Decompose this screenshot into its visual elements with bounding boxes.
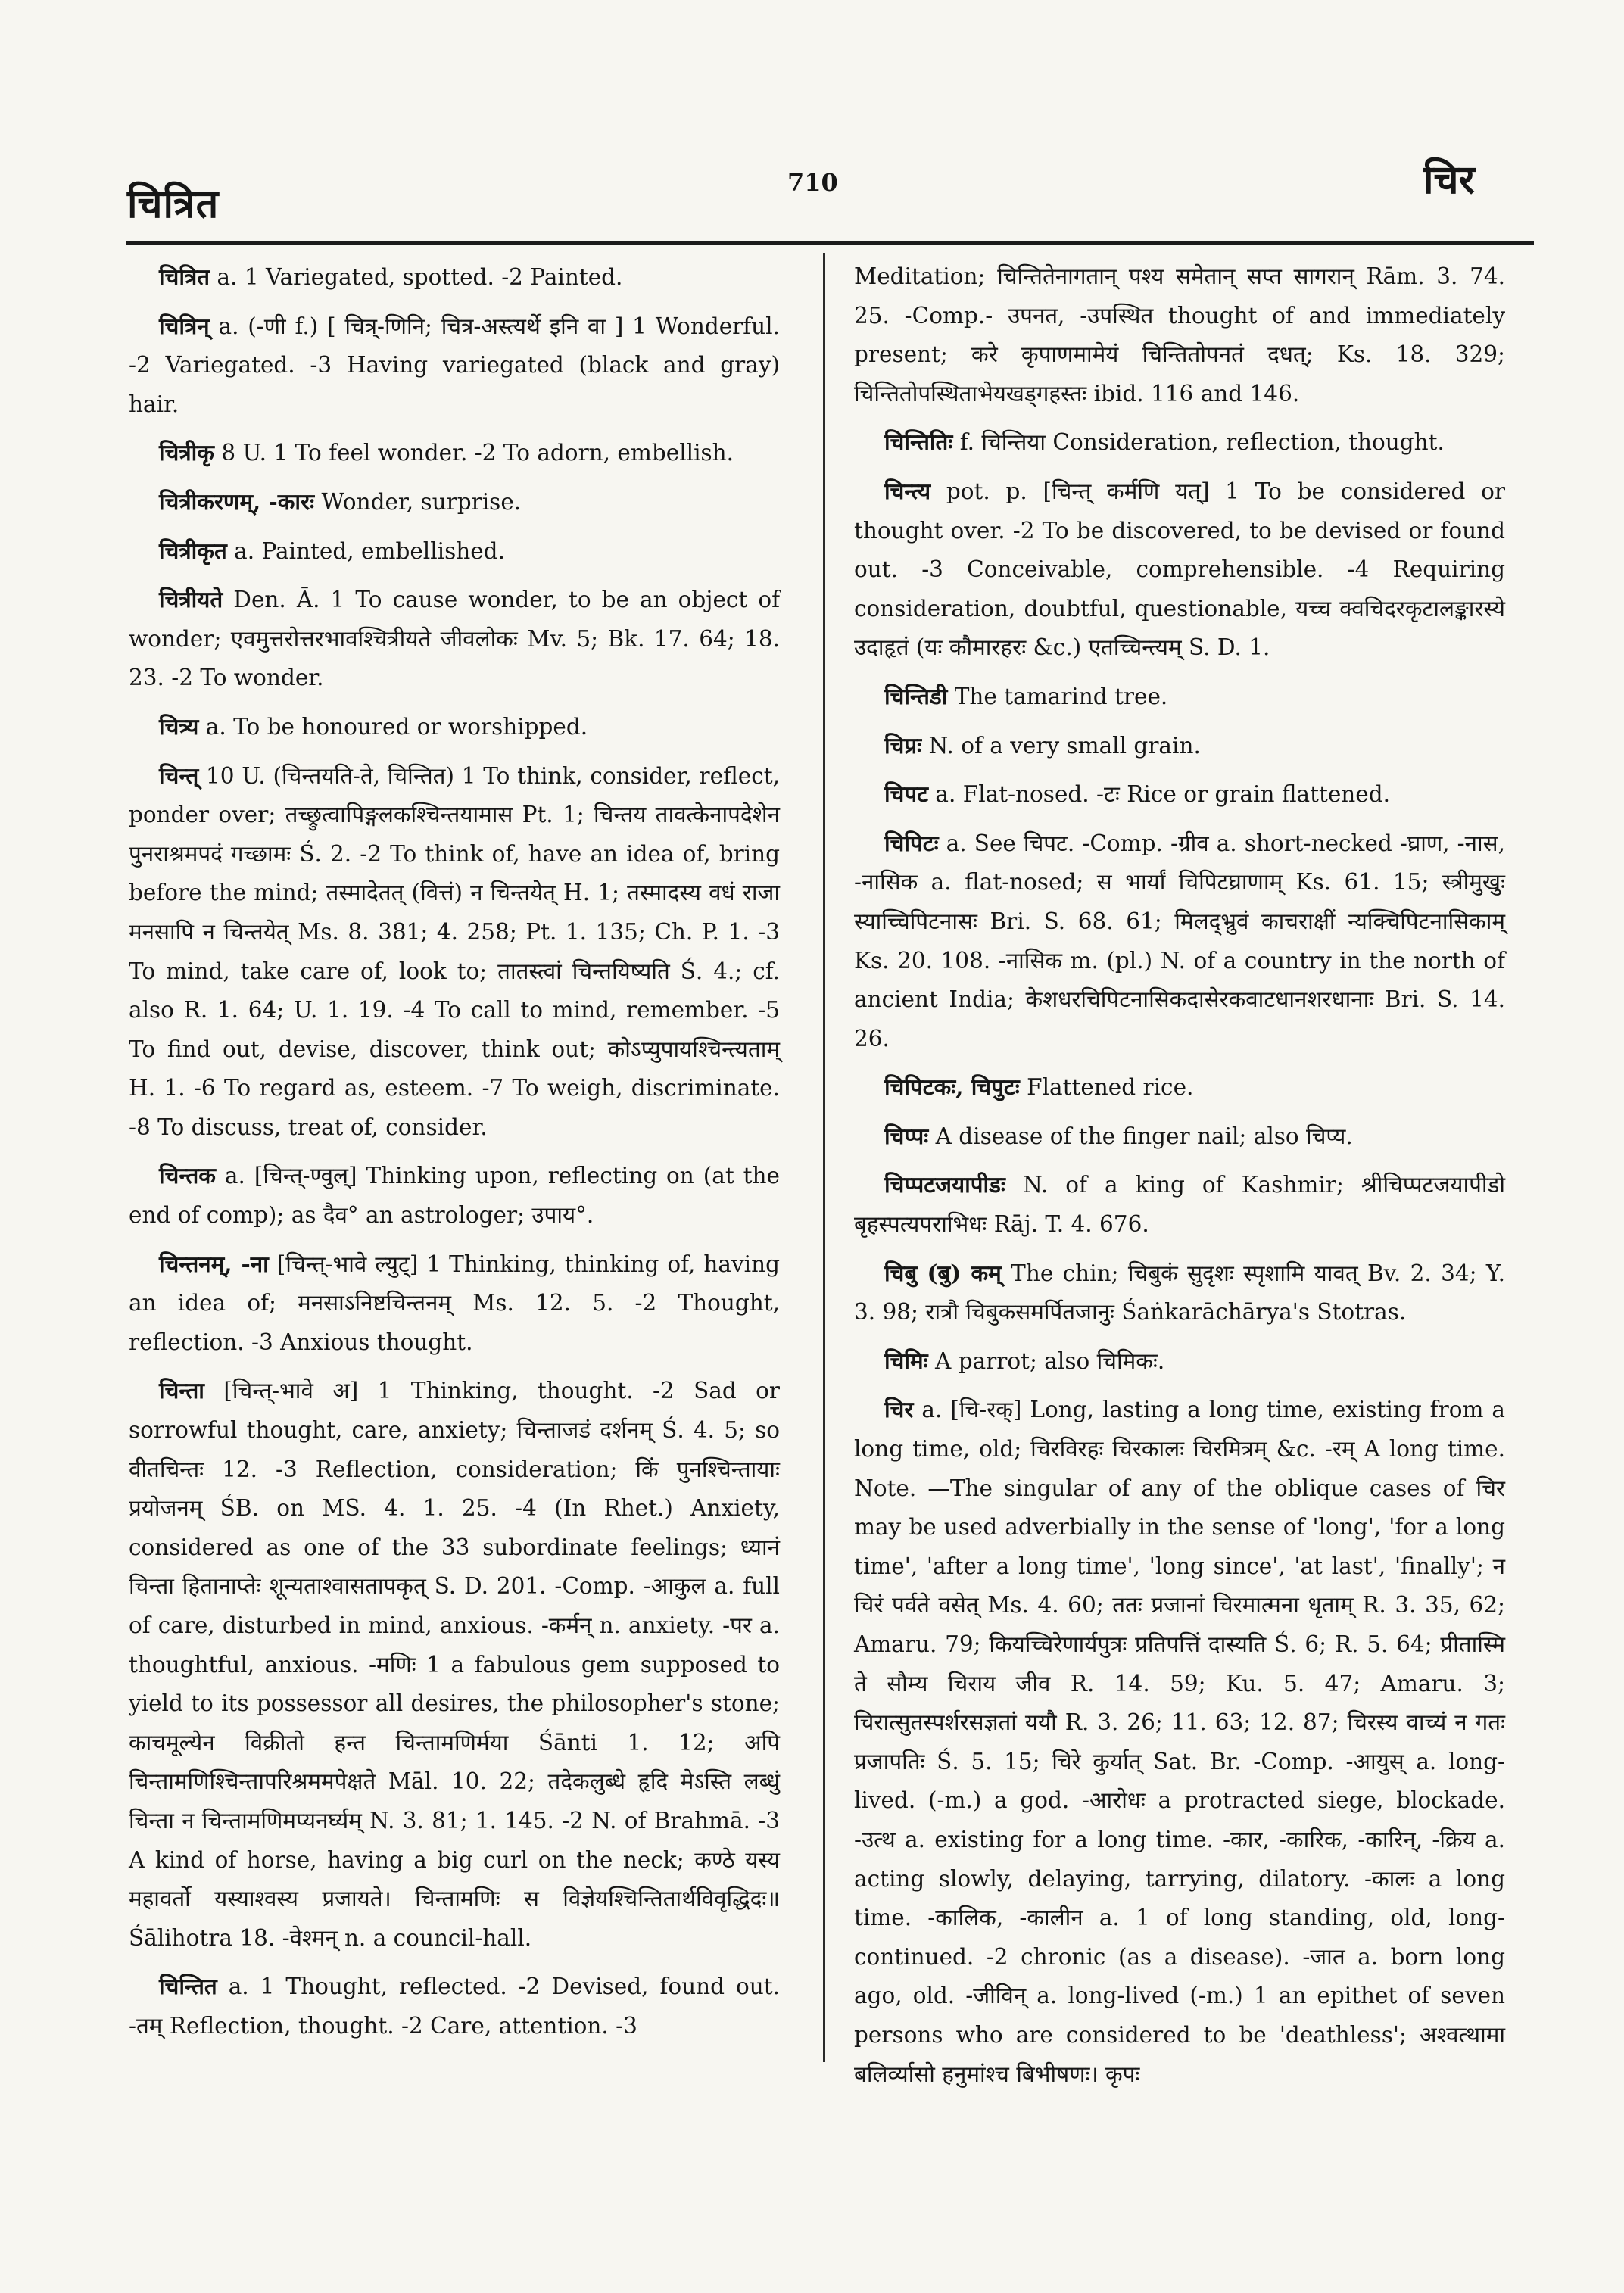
dictionary-entry	[854, 1390, 1505, 2094]
entry-headword: चिर	[884, 1396, 914, 1423]
dictionary-entry	[129, 1156, 780, 1235]
entry-headword: चिप्रः	[884, 731, 922, 759]
entry-headword: चिन्तितिः	[884, 428, 953, 456]
entry-headword: चित्रीकृ	[159, 439, 214, 466]
entry-headword: चिन्तिडी	[884, 682, 948, 709]
entry-definition: Wonder, surprise.	[321, 488, 522, 515]
entry-definition: a. 1 Variegated, spotted. -2 Painted.	[217, 264, 623, 290]
entry-definition: a. See चिपट. -Comp. -ग्रीव a. short-necked -घ्राण, -नास, -नासिक a. flat-nosed; स भार्यां चिपिटघ्राणाम् Ks. 61. 15; स्त्रीमुखुः स्याच्चिपिटनासः Bri. S. 68. 61; मिलद्भ्रुवं काचराक्षीं न्यक्चिपिटनासिकाम् Ks. 20. 108. -नासिक m. (pl.) N. of a country in the north of ancient India; केशधरचिपिटनासिकदासेरकवाटधानशरधानाः Bri. S. 14. 26.	[854, 830, 1505, 1051]
entry-headword: चिन्तक	[159, 1162, 216, 1189]
entry-definition: A parrot; also चिमिकः.	[935, 1347, 1165, 1374]
entry-headword: चित्रीयते	[159, 586, 223, 613]
entry-headword: चित्रित	[159, 263, 210, 290]
right-running-headword: चिर	[1423, 157, 1475, 203]
entry-headword: चित्र्य	[159, 712, 199, 740]
entry-headword: चिन्त्य	[884, 477, 931, 504]
dictionary-entry	[854, 257, 1505, 413]
entry-definition: f. चिन्तिया Consideration, reflection, thought.	[959, 429, 1445, 456]
entry-headword: चिपिटकः, चिपुटः	[884, 1073, 1020, 1101]
left-running-headword: चित्रित	[127, 181, 220, 227]
dictionary-entry	[854, 1067, 1505, 1108]
entry-definition: a. [चिन्त्-ण्वुल्] Thinking upon, reflecting on (at the end of comp); as दैव° an astrologer; उपाय°.	[129, 1163, 780, 1229]
dictionary-entry	[854, 1165, 1505, 1244]
entry-definition: N. of a king of Kashmir; श्रीचिप्पटजयापीडो बृहस्पत्यपराभिधः Rāj. T. 4. 676.	[854, 1172, 1505, 1238]
entry-headword: चिपट	[884, 780, 928, 808]
entry-definition: Meditation; चिन्तितेनागतान् पश्य समेतान् सप्त सागरान् Rām. 3. 74. 25. -Comp.- उपनत, -उपस्थित thought of and immediately present; करे कृपाणमामेयं चिन्तितोपनतं दधत्; Ks. 18. 329; चिन्तितोपस्थिताभेयखड्गहस्तः ibid. 116 and 146.	[854, 263, 1505, 407]
entry-definition: [चिन्त्-भावे ल्युट्] 1 Thinking, thinking of, having an idea of; मनसाऽनिष्टचिन्तनम् Ms. 12. 5. -2 Thought, reflection. -3 Anxious thought.	[129, 1251, 780, 1355]
entry-definition: Flattened rice.	[1027, 1074, 1194, 1101]
dictionary-entry	[854, 1117, 1505, 1157]
entry-headword: चिप्पटजयापीडः	[884, 1171, 1005, 1198]
entry-definition: pot. p. [चिन्त् कर्मणि यत्] 1 To be considered or thought over. -2 To be discovered, to be devised or found out. -3 Conceivable, comprehensible. -4 Requiring consideration, doubtful, questionable, यच्च क्वचिदरकृटालङ्कारस्ये उदाहृतं (यः कौमारहरः &c.) एतच्चिन्त्यम् S. D. 1.	[854, 478, 1505, 661]
dictionary-entry	[129, 307, 780, 425]
dictionary-entry	[129, 482, 780, 522]
entry-headword: चिपिटः	[884, 829, 939, 856]
entry-headword: चिन्ता	[159, 1377, 204, 1404]
entry-definition: a. 1 Thought, reflected. -2 Devised, found out. -तम् Reflection, thought. -2 Care, attention. -3	[129, 1974, 780, 2039]
entry-headword: चित्रीकृत	[159, 537, 227, 564]
header-rule	[126, 241, 1534, 245]
dictionary-entry	[129, 707, 780, 747]
dictionary-entry	[129, 1245, 780, 1363]
entry-headword: चिबु (बु) कम्	[884, 1259, 1002, 1286]
entry-headword: चित्रीकरणम्, -कारः	[159, 488, 315, 515]
entry-definition: A disease of the finger nail; also चिप्य.	[935, 1123, 1353, 1149]
left-column	[129, 257, 780, 2055]
entry-definition: 8 U. 1 To feel wonder. -2 To adorn, embellish.	[221, 440, 734, 466]
dictionary-entry	[129, 257, 780, 298]
dictionary-entry	[129, 1967, 780, 2045]
entry-definition: The tamarind tree.	[954, 683, 1168, 709]
entry-definition: [चिन्त्-भावे अ] 1 Thinking, thought. -2 Sad or sorrowful thought, care, anxiety; चिन्ताजडं दर्शनम् Ś. 4. 5; so वीतचिन्तः 12. -3 Reflection, consideration; किं पुनश्चिन्तायाः प्रयोजनम् ŚB. on MS. 4. 1. 25. -4 (In Rhet.) Anxiety, considered as one of the 33 subordinate feelings; ध्यानं चिन्ता हितानाप्तेः शून्यताश्वासतापकृत् S. D. 201. -Comp. -आकुल a. full of care, disturbed in mind, anxious. -कर्मन् n. anxiety. -पर a. thoughtful, anxious. -मणिः 1 a fabulous gem supposed to yield to its possessor all desires, the philosopher's stone; काचमूल्येन विक्रीतो हन्त चिन्तामणिर्मया Śānti 1. 12; अपि चिन्तामणिश्चिन्तापरिश्रममपेक्षते Māl. 10. 22; तदेकलुब्धे हृदि मेऽस्ति लब्धुं चिन्ता न चिन्तामणिमप्यनर्घ्यम् N. 3. 81; 1. 145. -2 N. of Brahmā. -3 A kind of horse, having a big curl on the neck; कण्ठे यस्य महावर्तो यस्याश्वस्य प्रजायते। चिन्तामणिः स विज्ञेयश्चिन्तितार्थविवृद्धिदः॥ Śālihotra 18. -वेश्मन् n. a council-hall.	[129, 1378, 780, 1951]
dictionary-entry	[129, 531, 780, 572]
entry-definition: Den. Ā. 1 To cause wonder, to be an object of wonder; एवमुत्तरोत्तरभावश्चित्रीयते जीवलोकः Mv. 5; Bk. 17. 64; 18. 23. -2 To wonder.	[129, 587, 781, 691]
entry-definition: a. To be honoured or worshipped.	[205, 713, 588, 740]
entry-headword: चित्रिन्	[159, 312, 210, 339]
dictionary-entry	[854, 472, 1505, 668]
entry-headword: चिन्तनम्, -ना	[159, 1250, 269, 1277]
dictionary-entry	[854, 1341, 1505, 1382]
entry-definition: 10 U. (चिन्तयति-ते, चिन्तित) 1 To think, consider, reflect, ponder over; तच्छ्रुत्वापिङ्गलकश्चिन्तयामास Pt. 1; चिन्तय तावत्केनापदेशेन पुनराश्रमपदं गच्छामः Ś. 2. -2 To think of, have an idea of, bring before the mind; तस्मादेतत् (वित्तं) न चिन्तयेत् H. 1; तस्मादस्य वधं राजा मनसापि न चिन्तयेत् Ms. 8. 381; 4. 258; Pt. 1. 135; Ch. P. 1. -3 To mind, take care of, look to; तातस्त्वां चिन्तयिष्यति Ś. 4.; cf. also R. 1. 64; U. 1. 19. -4 To call to mind, remember. -5 To find out, devise, discover, think out; कोऽप्युपायश्चिन्त्यताम् H. 1. -6 To regard as, esteem. -7 To weigh, discriminate. -8 To discuss, treat of, consider.	[129, 762, 780, 1140]
entry-definition: a. Painted, embellished.	[234, 537, 505, 564]
entry-definition: a. [चि-रक्] Long, lasting a long time, existing from a long time, old; चिरविरहः चिरकालः चिरमित्रम् &c. -रम् A long time. Note. —The singular of any of the oblique cases of चिर may be used adverbially in the sense of 'long', 'for a long time', 'after a long time', 'long since', 'at last', 'finally'; न चिरं पर्वते वसेत् Ms. 4. 60; ततः प्रजानां चिरमात्मना धृताम् R. 3. 35, 62; Amaru. 79; कियच्चिरेणार्यपुत्रः प्रतिपत्तिं दास्यति Ś. 6; R. 5. 64; प्रीतास्मि ते सौम्य चिराय जीव R. 14. 59; Ku. 5. 47; Amaru. 3; चिरात्सुतस्पर्शरसज्ञतां ययौ R. 3. 26; 11. 63; 12. 87; चिरस्य वाच्यं न गतः प्रजापतिः Ś. 5. 15; चिरे कुर्यात् Sat. Br. -Comp. -आयुस् a. long-lived. (-m.) a god. -आरोधः a protracted siege, blockade. -उत्थ a. existing for a long time. -कार, -कारिक, -कारिन्, -क्रिय a. acting slowly, delaying, tarrying, dilatory. -कालः a long time. -कालिक, -कालीन a. 1 of long standing, old, long-continued. -2 chronic (as a disease). -जात a. born long ago, old. -जीविन् a. long-lived (-m.) 1 an epithet of seven persons who are considered to be 'deathless'; अश्वत्थामा बलिर्व्यासो हनुमांश्च बिभीषणः। कृपः	[854, 1397, 1505, 2087]
entry-definition: The chin; चिबुकं सुदृशः स्पृशामि यावत् Bv. 2. 34; Y. 3. 98; रात्रौ चिबुकसमर्पितजानुः Śaṅkarāchārya's Stotras.	[854, 1260, 1505, 1326]
column-divider	[823, 253, 825, 2062]
dictionary-entry	[854, 824, 1505, 1059]
dictionary-entry	[854, 677, 1505, 717]
entry-definition: N. of a very small grain.	[928, 732, 1201, 759]
dictionary-entry	[854, 1254, 1505, 1332]
dictionary-entry	[129, 1371, 780, 1958]
right-column	[854, 257, 1505, 2103]
entry-definition: a. (-णी f.) [ चित्र्-णिनि; चित्र-अस्त्यर्थे इनि वा ] 1 Wonderful. -2 Variegated. -3 Having variegated (black and gray) hair.	[129, 313, 780, 417]
entry-headword: चिमिः	[884, 1347, 928, 1374]
dictionary-entry	[854, 422, 1505, 463]
entry-headword: चिप्पः	[884, 1122, 929, 1149]
dictionary-entry	[854, 726, 1505, 766]
dictionary-entry	[854, 774, 1505, 815]
entry-definition: a. Flat-nosed. -टः Rice or grain flattened.	[935, 781, 1390, 808]
entry-headword: चिन्त्	[159, 762, 199, 789]
page-number: 710	[787, 168, 838, 197]
dictionary-entry	[129, 580, 780, 698]
entry-headword: चिन्तित	[159, 1973, 217, 2000]
dictionary-entry	[129, 756, 780, 1148]
dictionary-entry	[129, 433, 780, 473]
